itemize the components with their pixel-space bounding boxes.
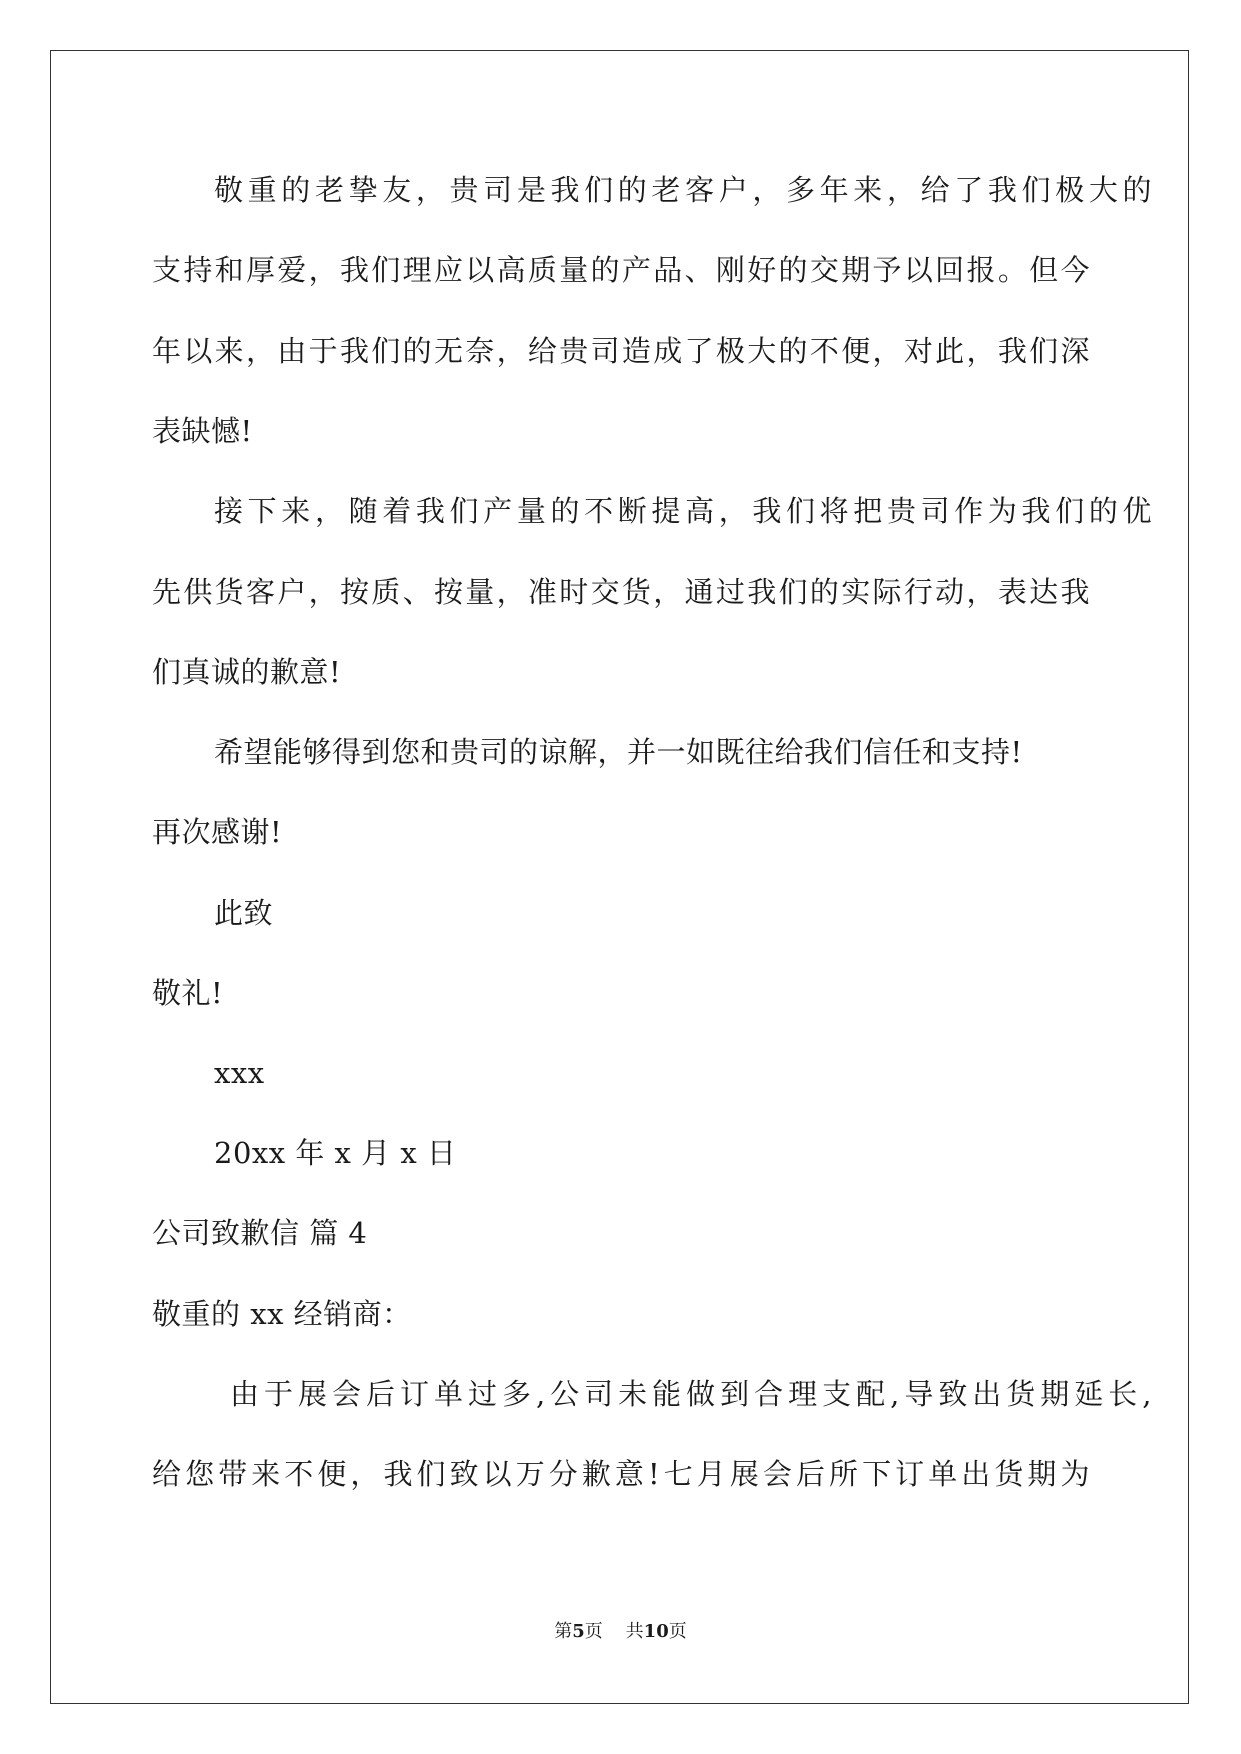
closing-regards: 敬礼!	[152, 976, 224, 1010]
footer-middle: 页 共	[584, 1621, 644, 1642]
paragraph-1-line-3: 年以来，由于我们的无奈，给贵司造成了极大的不便，对此，我们深	[152, 334, 1090, 368]
paragraph-2-line-2: 先供货客户，按质、按量，准时交货，通过我们的实际行动，表达我	[152, 575, 1090, 609]
paragraph-2-line-1: 接下来，随着我们产量的不断提高，我们将把贵司作为我们的优	[214, 494, 1152, 528]
paragraph-3-line-1: 希望能够得到您和贵司的谅解，并一如既往给我们信任和支持!	[214, 735, 1023, 769]
page-footer	[0, 1620, 1241, 1644]
paragraph-1-line-2: 支持和厚爱，我们理应以高质量的产品、刚好的交期予以回报。但今	[152, 253, 1090, 287]
paragraph-1-line-1: 敬重的老挚友，贵司是我们的老客户，多年来，给了我们极大的	[214, 173, 1152, 207]
paragraph-4-line-2: 给您带来不便，我们致以万分歉意!七月展会后所下订单出货期为	[152, 1457, 1090, 1491]
footer-suffix: 页	[668, 1621, 687, 1642]
footer-total-pages: 10	[643, 1621, 669, 1642]
paragraph-4-line-1: 由于展会后订单过多,公司未能做到合理支配,导致出货期延长,	[230, 1377, 1152, 1411]
signature-name: xxx	[214, 1056, 265, 1090]
paragraph-2-line-3: 们真诚的歉意!	[152, 655, 342, 689]
section-heading: 公司致歉信 篇 4	[152, 1216, 368, 1250]
letter-greeting: 敬重的 xx 经销商：	[152, 1297, 412, 1331]
footer-prefix: 第	[554, 1621, 573, 1642]
closing-salutation: 此致	[214, 896, 274, 930]
signature-date: 20xx 年 x 月 x 日	[214, 1136, 457, 1170]
paragraph-3-line-2: 再次感谢!	[152, 815, 283, 849]
paragraph-1-line-4: 表缺憾!	[152, 414, 253, 448]
footer-current-page: 5	[572, 1621, 585, 1642]
